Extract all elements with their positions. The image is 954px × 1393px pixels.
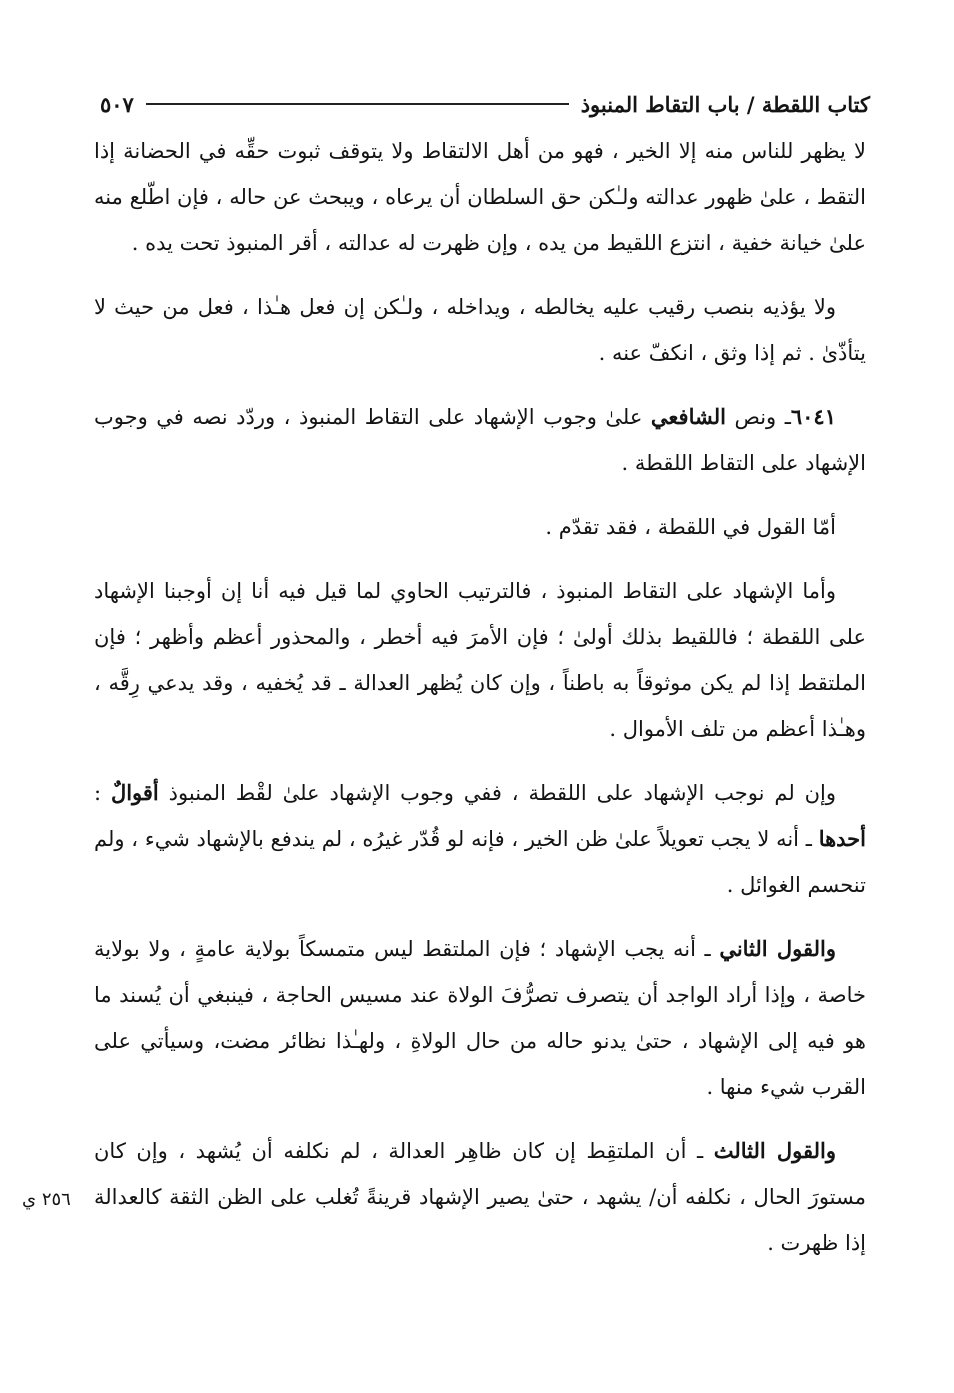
bold-term: الشافعي [650,404,726,429]
text-run: لا يظهر للناس منه إلا الخير ، فهو من أهل الالتقاط ولا يتوقف ثبوت حقِّه في الحضانة إذا التقط ، علىٰ ظهور عدالته ولـٰكن حق السلطان أن يرعاه ، ويبحث عن حاله ، فإن اطّلع منه علىٰ خيانة خفية ، انتزع اللقيط من يده ، وإن ظهرت له عدالته ، أقر المنبوذ تحت يده . [94,139,866,255]
bold-term: أحدها [818,826,866,851]
text-run: ولا يؤذيه بنصب رقيب عليه يخالطه ، ويداخله ، ولـٰكن إن فعل هـٰذا ، فعل من حيث لا يتأذّىٰ . ثم إذا وثق ، انكفّ عنه . [94,295,866,365]
paragraph-p2 [94,284,866,376]
bold-term: والقول الثاني [719,936,836,961]
paragraph-p3 [94,394,866,486]
text-run: ـ ونص [725,405,791,429]
paragraph-p4 [94,504,866,550]
chapter-title: كتاب اللقطة / باب التقاط المنبوذ [580,91,870,117]
text-run: : [94,781,111,805]
text-run: أمّا القول في اللقطة ، فقد تقدّم . [545,515,836,539]
text-run: علىٰ وجوب الإشهاد على التقاط المنبوذ ، وردّد نصه في وجوب الإشهاد على التقاط اللقطة . [94,405,866,475]
text-run: ـ أنه يجب الإشهاد ؛ فإن الملتقط ليس متمسكاً بولاية عامةٍ ، ولا بولاية خاصة ، وإذا أراد الواجد أن يتصرف تصرُّفَ الولاة عند مسيس الحاجة ، فينبغي أن يُسند ما هو فيه إلى الإشهاد ، حتىٰ يدنو حاله من حال الولاةِ ، ولهـٰذا نظائر مضت، وسيأتي على القرب شيء منها . [94,937,866,1099]
page-body [94,128,866,1284]
header-rule [146,103,569,105]
bold-term: ٦٠٤١ [790,404,836,429]
margin-folio-note: ٢٥٦ ي [22,1189,71,1210]
paragraph-p6 [94,770,866,908]
text-run: وإن لم نوجب الإشهاد على اللقطة ، ففي وجوب الإشهاد علىٰ لقْط المنبوذ [158,781,836,805]
running-header [100,86,870,122]
paragraph-p8 [94,1128,866,1266]
text-run: وأما الإشهاد على التقاط المنبوذ ، فالترتيب الحاوي لما قيل فيه أنا إن أوجبنا الإشهاد على اللقطة ؛ فاللقيط بذلك أولىٰ ؛ فإن الأمرَ فيه أخطر ، والمحذور أعظم وأظهر ؛ فإن الملتقط إذا لم يكن موثوقاً به باطناً ، وإن كان يُظهر العدالة ـ قد يُخفيه ، وقد يدعي رِقَّه ، وهـٰذا أعظم من تلف الأموال . [94,579,866,741]
text-run: ـ أنه لا يجب تعويلاً علىٰ ظن الخير ، فإنه لو قُدّر غيرُه ، لم يندفع بالإشهاد شيء ، ولم تنحسم الغوائل . [94,827,866,897]
paragraph-p1 [94,128,866,266]
bold-term: والقول الثالث [713,1138,836,1163]
text-run: ـ أن الملتقِط إن كان ظاهِر العدالة ، لم نكلفه أن يُشهد ، وإن كان مستورَ الحال ، نكلفه أن/ يشهد ، حتىٰ يصير الإشهاد قرينةً تُغلب على الظن الثقة كالعدالة إذا ظهرت . [94,1139,866,1255]
bold-term: أقوالٌ [110,780,159,805]
page-number: ٥٠٧ [100,91,134,117]
paragraph-p7 [94,926,866,1110]
paragraph-p5 [94,568,866,752]
